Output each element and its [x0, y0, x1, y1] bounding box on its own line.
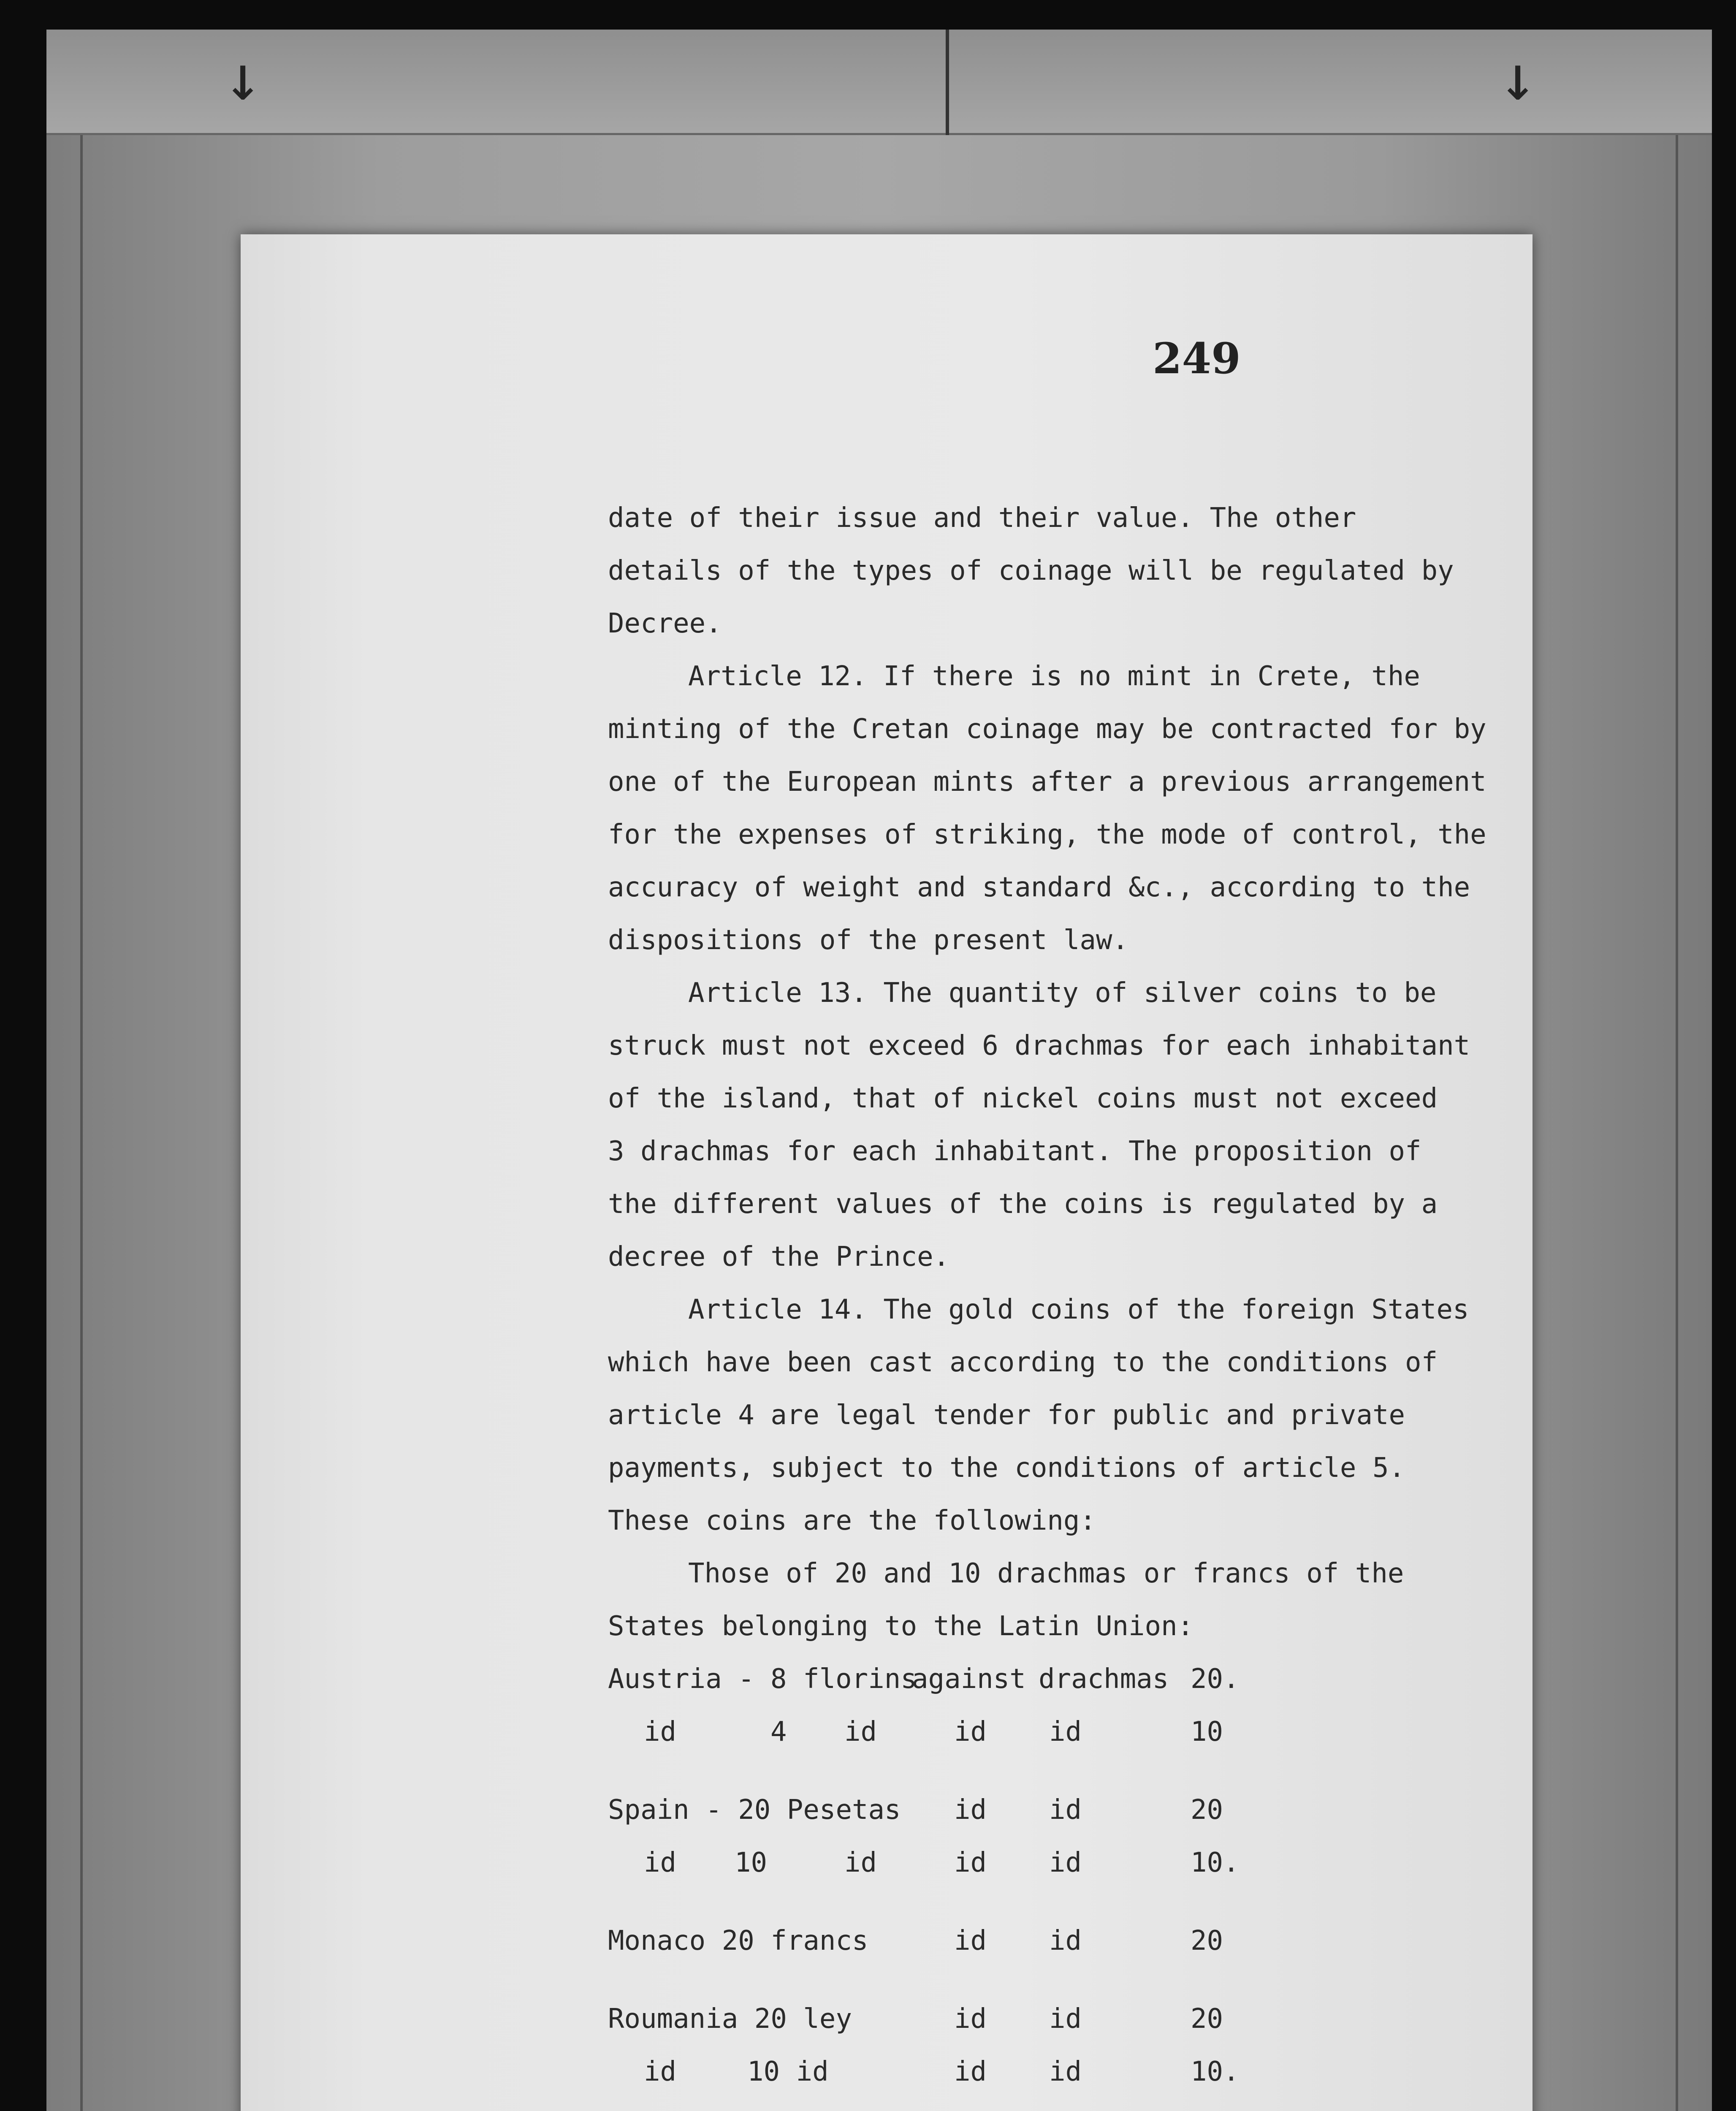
coin-cell: id — [954, 2003, 987, 2035]
coin-cell: Monaco 20 francs — [608, 1925, 868, 1956]
spacer — [608, 1758, 1516, 1784]
film-strip-top — [46, 30, 1712, 136]
coin-cell: 10. — [1191, 2056, 1240, 2087]
text-line: date of their issue and their value. The other — [608, 502, 1356, 534]
coin-cell: id — [954, 1716, 987, 1747]
coin-cell: id — [1049, 1925, 1082, 1956]
text-line: payments, subject to the conditions of article 5. — [608, 1452, 1405, 1484]
text-line: decree of the Prince. — [608, 1241, 950, 1273]
text-line: one of the European mints after a previous arrangement — [608, 766, 1486, 798]
coin-cell: 20 — [1191, 2003, 1223, 2035]
coin-cell: 20. — [1191, 1663, 1240, 1695]
document-body — [608, 492, 1516, 2111]
article-12-heading-line: Article 12. If there is no mint in Crete, the — [688, 661, 1420, 692]
text-line: minting of the Cretan coinage may be contracted for by — [608, 714, 1486, 745]
text-line: struck must not exceed 6 drachmas for each inhabitant — [608, 1030, 1470, 1061]
coin-table-row — [608, 1915, 1516, 1967]
coin-cell: id — [1049, 1716, 1082, 1747]
coin-cell: against — [912, 1663, 1026, 1695]
document-page — [241, 234, 1533, 2111]
coin-cell: 20 — [1191, 1794, 1223, 1826]
text-line: States belonging to the Latin Union: — [608, 1611, 1194, 1642]
coin-cell: id — [644, 1847, 677, 1878]
coin-cell: 8 florins — [770, 1663, 917, 1695]
text-line: details of the types of coinage will be regulated by — [608, 555, 1454, 586]
mount-edge-left — [80, 135, 83, 2111]
spacer — [608, 2098, 1516, 2111]
coin-cell: 4 — [770, 1716, 787, 1747]
text-line: 3 drachmas for each inhabitant. The proposition of — [608, 1136, 1421, 1167]
coin-table-row — [608, 1653, 1516, 1706]
coin-table-row — [608, 2046, 1516, 2098]
down-arrow-icon: ↓ — [224, 41, 262, 115]
spacer — [608, 1967, 1516, 1993]
text-line: which have been cast according to the conditions of — [608, 1347, 1438, 1378]
coin-cell: Spain - 20 Pesetas — [608, 1794, 901, 1826]
coin-cell: id — [644, 2056, 677, 2087]
coin-cell: id — [844, 1847, 877, 1878]
coin-cell: 10 — [735, 1847, 768, 1878]
coin-cell: id — [1049, 2003, 1082, 2035]
text-line: Decree. — [608, 608, 722, 639]
text-line: article 4 are legal tender for public and private — [608, 1400, 1405, 1431]
coin-cell: id — [644, 1716, 677, 1747]
coin-cell: id — [1049, 1794, 1082, 1826]
spacer — [608, 1889, 1516, 1915]
page-number: 249 — [1153, 334, 1241, 383]
article-14-heading-line: Article 14. The gold coins of the foreign States — [688, 1294, 1469, 1325]
coin-cell: id — [954, 1794, 987, 1826]
text-line: dispositions of the present law. — [608, 925, 1128, 956]
text-line: the different values of the coins is regulated by a — [608, 1188, 1438, 1220]
coin-cell: drachmas — [1039, 1663, 1169, 1695]
text-line: accuracy of weight and standard &c., according to the — [608, 872, 1470, 903]
text-line: for the expenses of striking, the mode of control, the — [608, 819, 1486, 850]
coin-table-row — [608, 1993, 1516, 2046]
coin-table-row — [608, 1706, 1516, 1758]
coin-cell: id — [954, 2056, 987, 2087]
article-13-heading-line: Article 13. The quantity of silver coins to be — [688, 977, 1437, 1009]
coin-cell: Austria - — [608, 1663, 754, 1695]
coin-cell: id — [954, 1925, 987, 1956]
film-divider — [946, 30, 949, 135]
coin-cell: id — [954, 1847, 987, 1878]
coin-cell: Roumania 20 ley — [608, 2003, 852, 2035]
coin-cell: 10 id — [747, 2056, 829, 2087]
coin-table-row — [608, 1784, 1516, 1837]
mount-edge-right — [1676, 135, 1678, 2111]
coin-cell: 20 — [1191, 1925, 1223, 1956]
text-line: of the island, that of nickel coins must not exceed — [608, 1083, 1438, 1114]
text-line: Those of 20 and 10 drachmas or francs of the — [688, 1558, 1404, 1589]
coin-cell: 10. — [1191, 1847, 1240, 1878]
down-arrow-icon: ↓ — [1499, 41, 1537, 115]
coin-cell: 10 — [1191, 1716, 1223, 1747]
coin-cell: id — [844, 1716, 877, 1747]
text-line: These coins are the following: — [608, 1505, 1096, 1536]
coin-cell: id — [1049, 2056, 1082, 2087]
coin-table-row — [608, 1837, 1516, 1889]
coin-cell: id — [1049, 1847, 1082, 1878]
